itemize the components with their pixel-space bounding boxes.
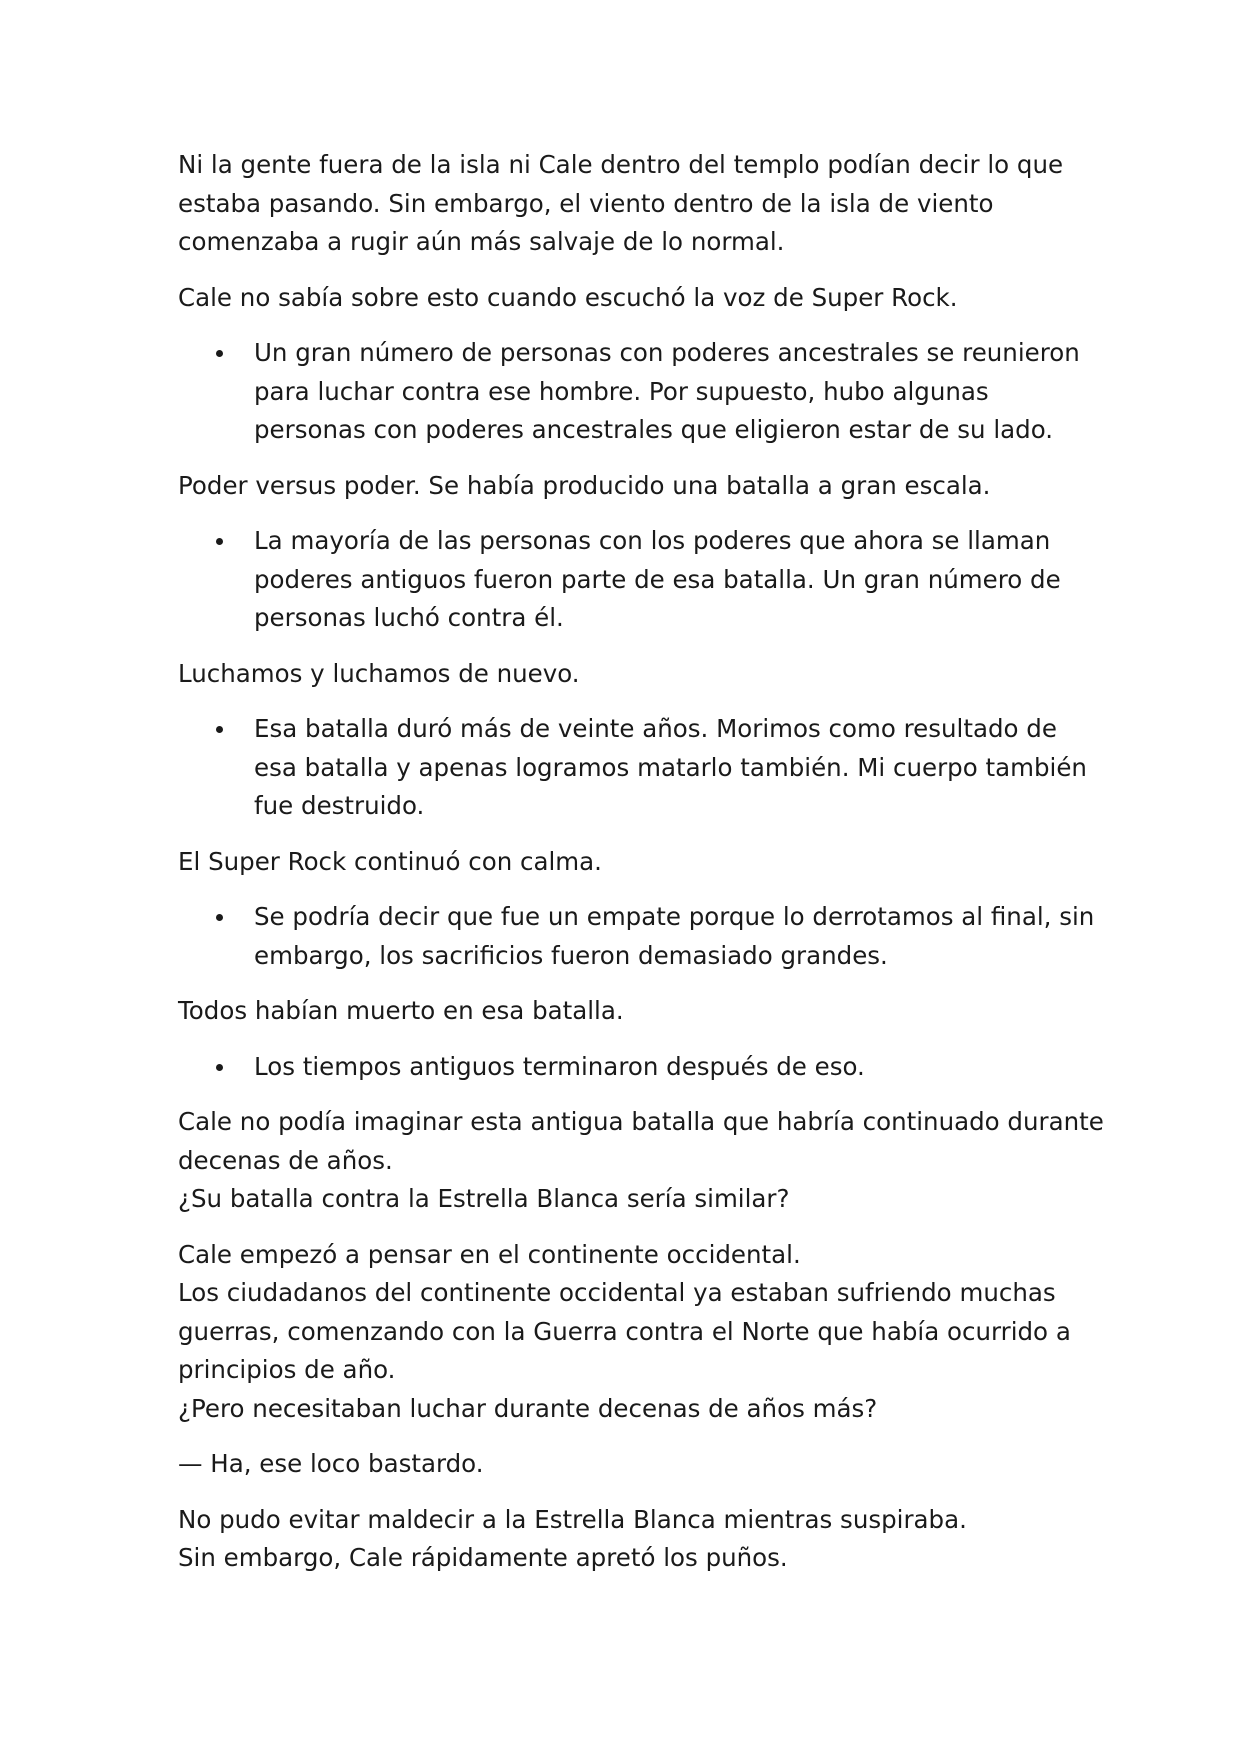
paragraph [178,1501,1078,1578]
text-line: Un gran número de personas con poderes ancestrales se reunieron [254,338,1080,367]
text-line: Cale empezó a pensar en el continente occidental. [178,1239,801,1269]
text-line: principios de año. [178,1355,396,1384]
bullet-item [178,334,1078,450]
paragraph [178,1445,1078,1484]
bullet-dot-icon [216,914,223,921]
text-line: estaba pasando. Sin embargo, el viento dentro de la isla de viento [178,188,994,218]
text-line: embargo, los sacrificios fueron demasiado grandes. [254,940,888,970]
text-line: No pudo evitar maldecir a la Estrella Blanca mientras suspiraba. [178,1504,967,1534]
bullet-dot-icon [216,350,223,357]
text-line: Luchamos y luchamos de nuevo. [178,658,580,688]
text-line: Ni la gente fuera de la isla ni Cale dentro del templo podían decir lo que [178,150,1064,179]
text-line: decenas de años. [178,1145,393,1175]
document-body [178,146,1104,1595]
text-line: guerras, comenzando con la Guerra contra el Norte que había ocurrido a [178,1316,1071,1346]
text-line: fue destruido. [254,791,425,820]
bullet-item [178,1048,1078,1087]
paragraph [178,1103,1104,1219]
text-line: — Ha, ese loco bastardo. [178,1449,484,1478]
text-line: esa batalla y apenas logramos matarlo también. Mi cuerpo también [254,752,1087,782]
text-line: Cale no podía imaginar esta antigua batalla que habría continuado durante [178,1107,1104,1136]
text-line: personas luchó contra él. [254,603,564,632]
text-line: comenzaba a rugir aún más salvaje de lo normal. [178,227,785,256]
bullet-dot-icon [216,726,223,733]
text-line: para luchar contra ese hombre. Por supuesto, hubo algunas [254,376,989,406]
bullet-item [178,522,1078,638]
paragraph [178,843,1078,882]
text-line: Los tiempos antiguos terminaron después de eso. [254,1051,865,1081]
text-line: Poder versus poder. Se había producido una batalla a gran escala. [178,470,991,500]
paragraph [178,992,1078,1031]
text-line: Se podría decir que fue un empate porque lo derrotamos al final, sin [254,902,1095,931]
text-line: Sin embargo, Cale rápidamente apretó los puños. [178,1543,788,1572]
bullet-item [178,898,1095,975]
text-line: El Super Rock continuó con calma. [178,846,602,876]
paragraph [178,146,1078,262]
paragraph [178,279,1078,318]
bullet-dot-icon [216,1064,223,1071]
text-line: Los ciudadanos del continente occidental ya estaban sufriendo muchas [178,1278,1056,1307]
text-line: poderes antiguos fueron parte de esa batalla. Un gran número de [254,564,1061,594]
text-line: personas con poderes ancestrales que eligieron estar de su lado. [254,415,1054,444]
text-line: Todos habían muerto en esa batalla. [178,996,624,1025]
text-line: ¿Pero necesitaban luchar durante decenas de años más? [178,1393,878,1423]
bullet-item [178,710,1087,826]
text-line: ¿Su batalla contra la Estrella Blanca sería similar? [178,1184,790,1213]
paragraph [178,467,1078,506]
text-line: Cale no sabía sobre esto cuando escuchó la voz de Super Rock. [178,282,958,312]
paragraph [178,1236,1078,1429]
bullet-dot-icon [216,538,223,545]
text-line: Esa batalla duró más de veinte años. Morimos como resultado de [254,714,1057,743]
text-line: La mayoría de las personas con los poderes que ahora se llaman [254,526,1051,555]
paragraph [178,655,1078,694]
